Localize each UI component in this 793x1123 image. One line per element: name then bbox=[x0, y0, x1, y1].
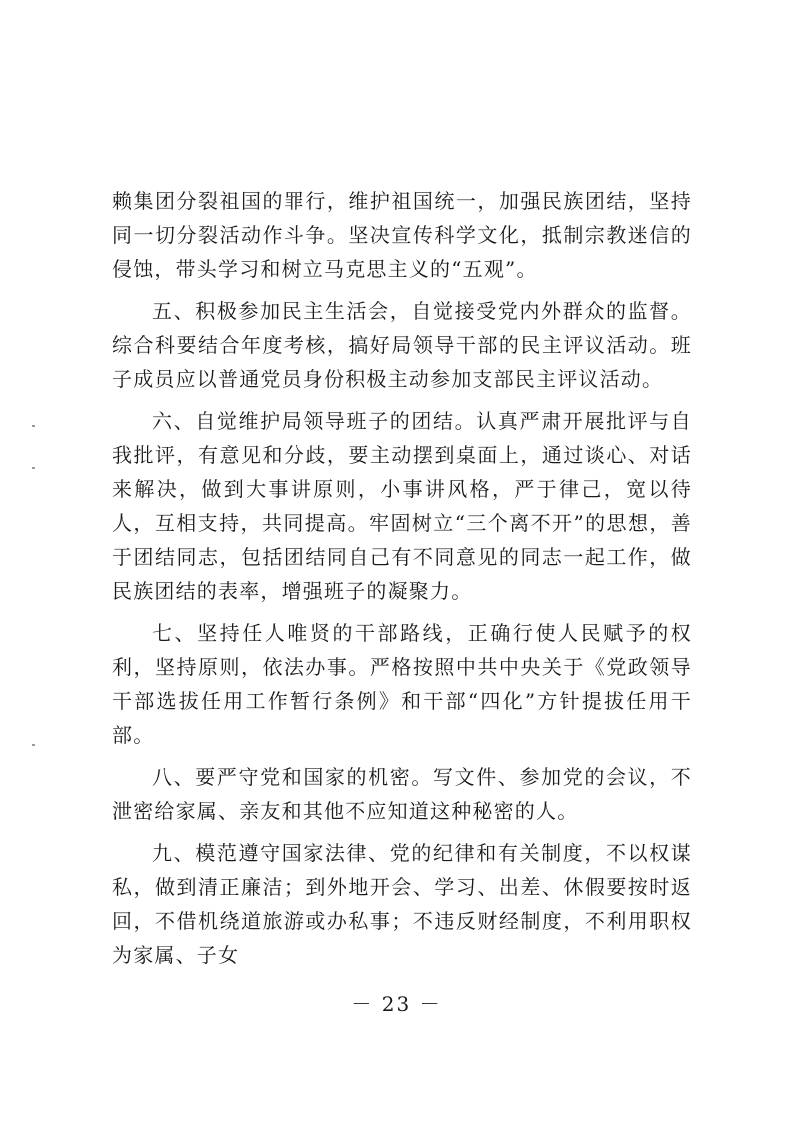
page-number: － 23 － bbox=[351, 992, 442, 1016]
margin-mark bbox=[32, 425, 35, 427]
paragraph-continuation: 赖集团分裂祖国的罪行，维护祖国统一，加强民族团结，坚持同一切分裂活动作斗争。坚决宣传科学文化，抵制宗教迷信的侵蚀，带头学习和树立马克思主义的“五观”。 bbox=[112, 189, 692, 281]
document-body bbox=[112, 184, 692, 980]
paragraph-item-5: 五、积极参加民主生活会，自觉接受党内外群众的监督。综合科要结合年度考核，搞好局领导干部的民主评议活动。班子成员应以普通党员身份积极主动参加支部民主评议活动。 bbox=[112, 299, 692, 391]
paragraph-item-7: 七、坚持任人唯贤的干部路线，正确行使人民赋予的权利，坚持原则，依法办事。严格按照中共中央关于《党政领导干部选拔任用工作暂行条例》和干部“四化”方针提拔任用干部。 bbox=[112, 621, 692, 747]
margin-mark bbox=[32, 467, 35, 469]
paragraph-item-9: 九、模范遵守国家法律、党的纪律和有关制度，不以权谋私，做到清正廉洁；到外地开会、学习、出差、休假要按时返回，不借机绕道旅游或办私事；不违反财经制度，不利用职权为家属、子女 bbox=[112, 841, 692, 967]
margin-mark bbox=[32, 744, 35, 746]
paragraph-item-6: 六、自觉维护局领导班子的团结。认真严肃开展批评与自我批评，有意见和分歧，要主动摆到桌面上，通过谈心、对话来解决，做到大事讲原则，小事讲风格，严于律己，宽以待人，互相支持，共同提高。牢固树立“三个离不开”的思想，善于团结同志，包括团结同自己有不同意见的同志一起工作，做民族团结的表率，增强班子的凝聚力。 bbox=[112, 409, 692, 603]
paragraph-item-8: 八、要严守党和国家的机密。写文件、参加党的会议，不泄密给家属、亲友和其他不应知道这种秘密的人。 bbox=[112, 765, 692, 823]
